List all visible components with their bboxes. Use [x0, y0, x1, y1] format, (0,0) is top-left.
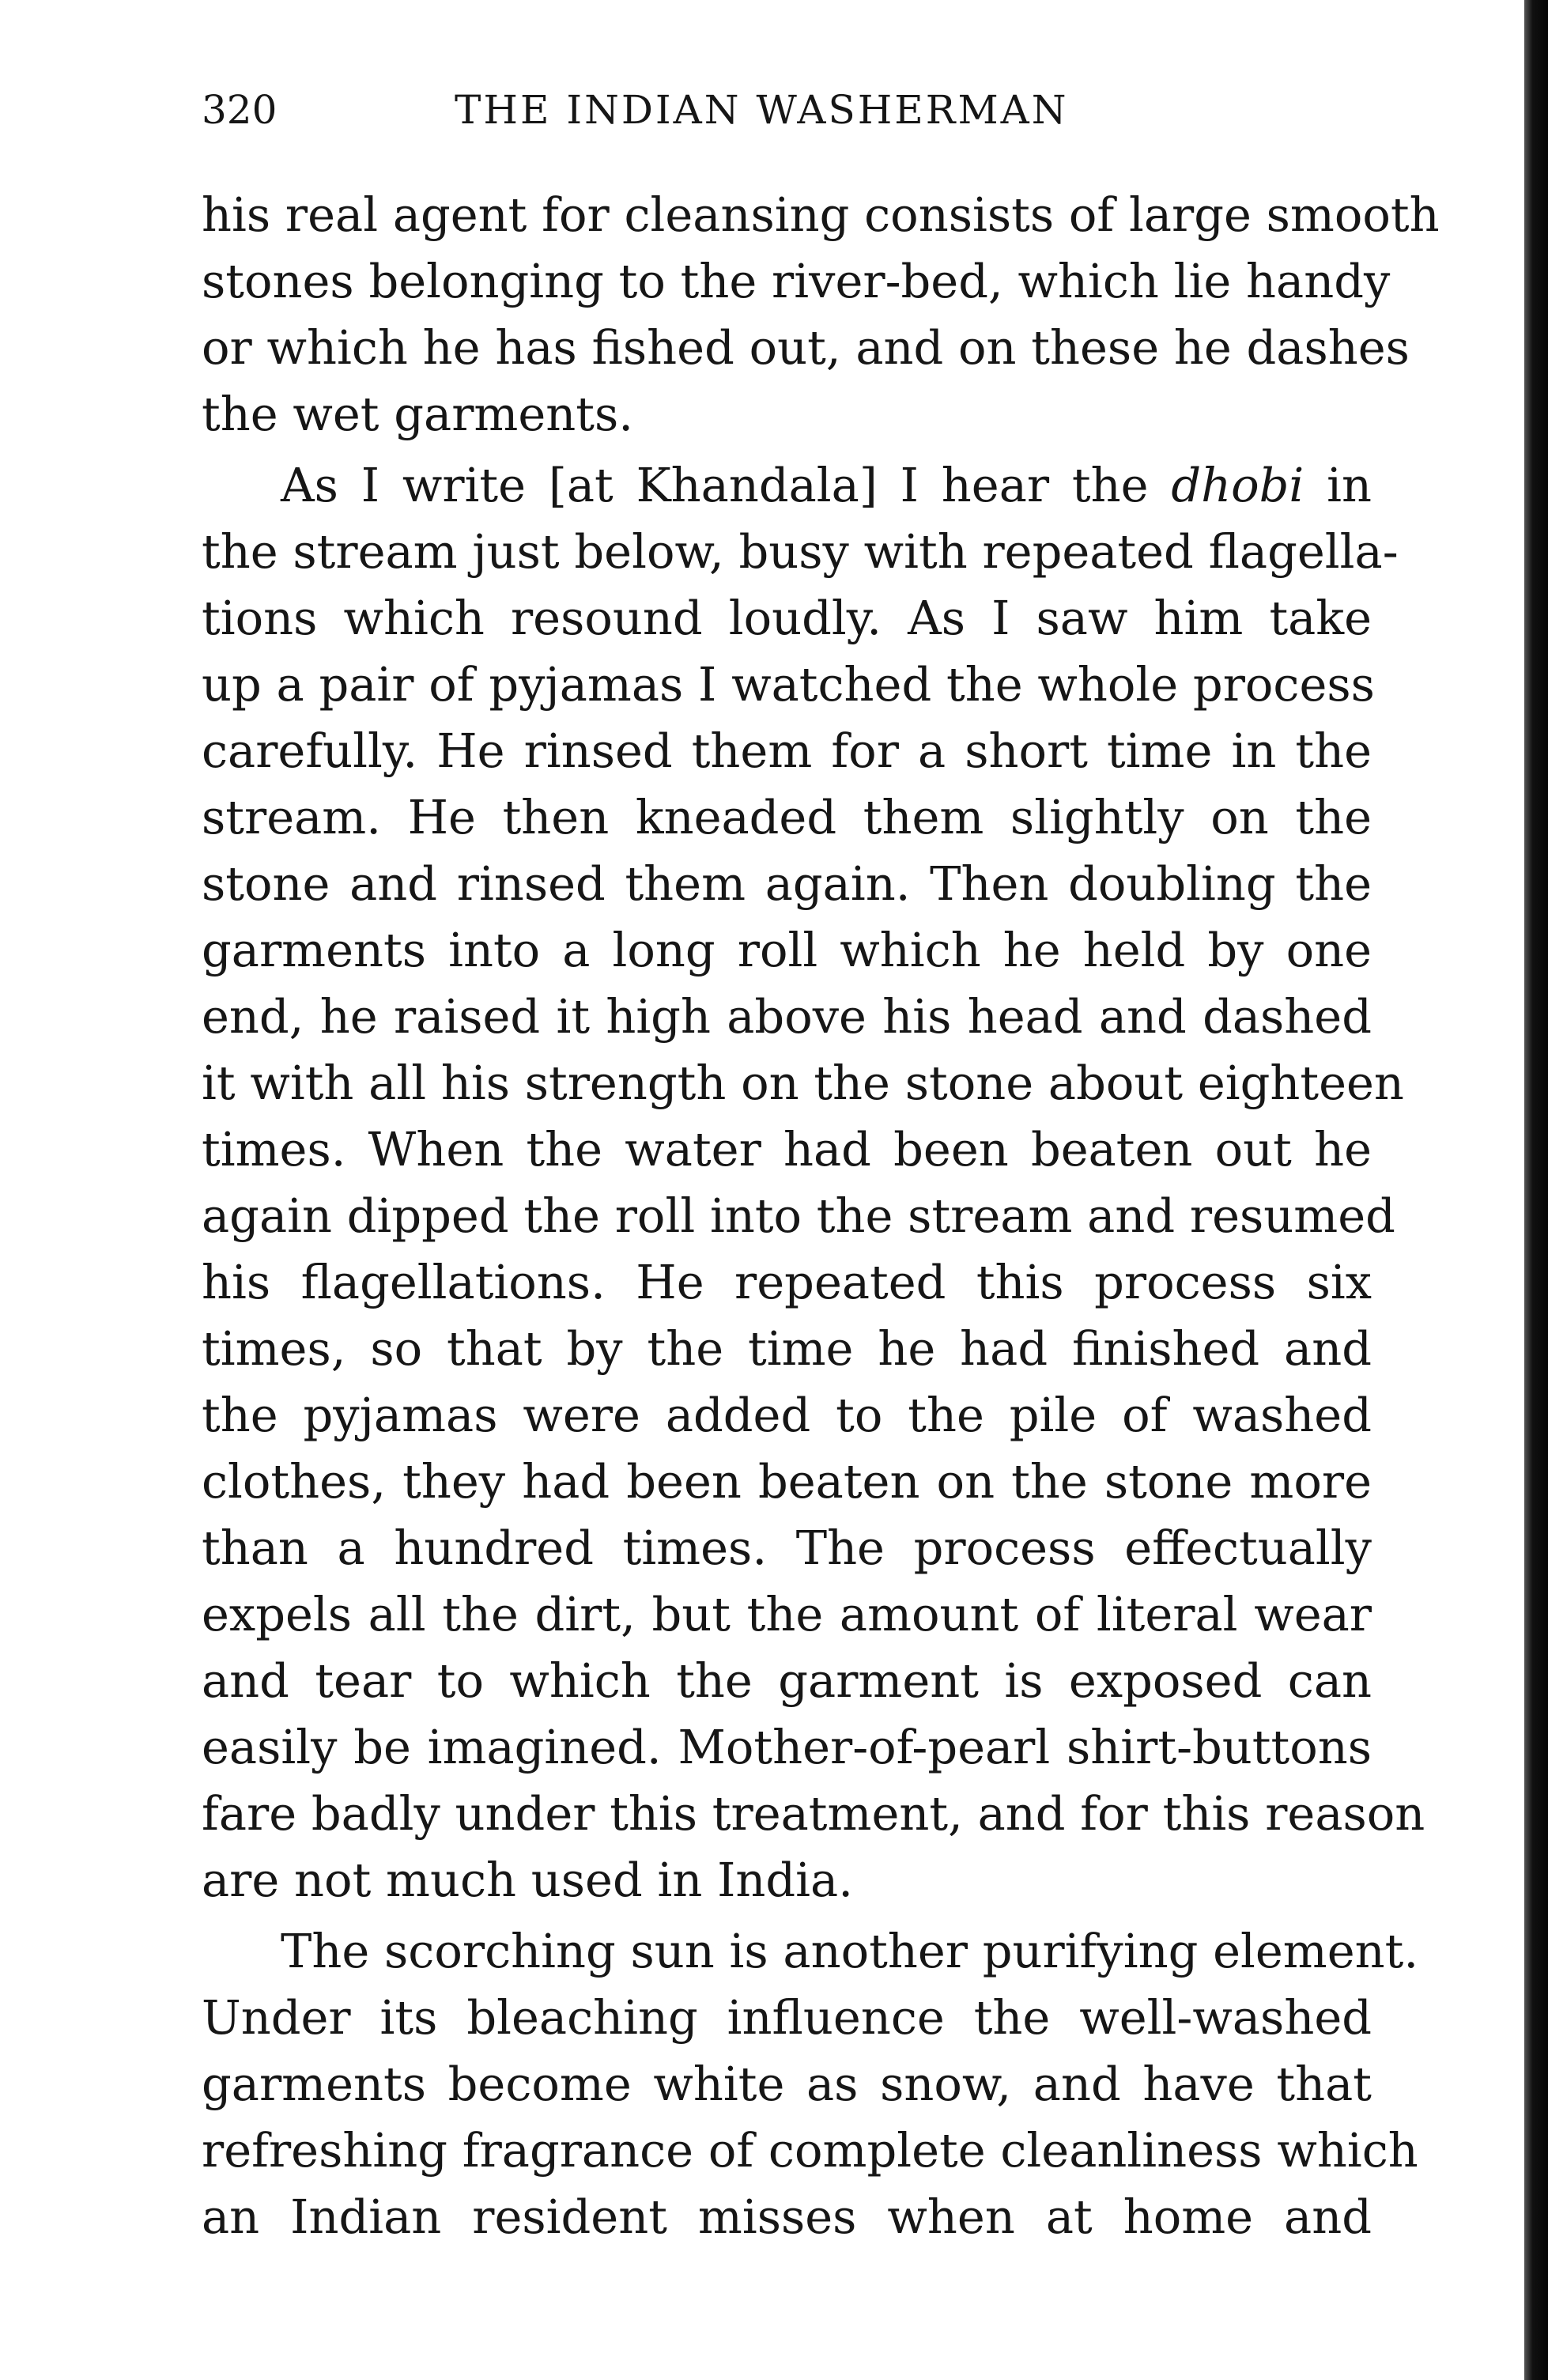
text-line: up a pair of pyjamas I watched the whole process	[202, 657, 1375, 712]
text-line: are not much used in India.	[202, 1853, 853, 1907]
page-header	[202, 87, 1372, 150]
text-line: end, he raised it high above his head and dashed	[202, 989, 1372, 1044]
text-line: his flagellations. He repeated this process six	[202, 1255, 1372, 1309]
running-title: THE INDIAN WASHERMAN	[455, 87, 1069, 133]
text-line: again dipped the roll into the stream and resumed	[202, 1188, 1395, 1243]
italic-term: dhobi	[1171, 458, 1304, 512]
text-line: carefully. He rinsed them for a short time in the	[202, 723, 1372, 778]
text-line: stones belonging to the river-bed, which lie handy	[202, 254, 1391, 308]
text-line: garments into a long roll which he held by one	[202, 923, 1372, 977]
text-line: the pyjamas were added to the pile of washed	[202, 1388, 1372, 1442]
text-line: the stream just below, busy with repeated flagella-	[202, 524, 1399, 579]
body-text	[202, 182, 1440, 2250]
text-line: Under its bleaching influence the well-washed	[202, 1990, 1372, 2045]
page-number: 320	[202, 87, 278, 133]
paragraph-3	[202, 1918, 1419, 2250]
text-line: stream. He then kneaded them slightly on the	[202, 790, 1372, 844]
text-line: stone and rinsed them again. Then doubling the	[202, 856, 1372, 911]
text-line: an Indian resident misses when at home and	[202, 2189, 1372, 2244]
text-line: his real agent for cleansing consists of large smooth	[202, 187, 1440, 242]
text-line: or which he has fished out, and on these he dashes	[202, 320, 1410, 375]
text-line: refreshing fragrance of complete cleanliness which	[202, 2123, 1418, 2178]
text-line: The scorching sun is another purifying element.	[281, 1924, 1419, 1978]
text-line: it with all his strength on the stone about eighteen	[202, 1056, 1404, 1110]
paragraph-1	[202, 182, 1440, 448]
paragraph-2	[202, 452, 1425, 1913]
text-line: times. When the water had been beaten out he	[202, 1122, 1372, 1177]
text-line: times, so that by the time he had finished and	[202, 1321, 1372, 1376]
text-line: As I write [at Khandala] I hear the dhobi in	[281, 458, 1372, 512]
text-line: garments become white as snow, and have that	[202, 2057, 1372, 2111]
text-line: expels all the dirt, but the amount of literal wear	[202, 1587, 1372, 1641]
text-line: the wet garments.	[202, 387, 634, 441]
text-line: and tear to which the garment is exposed can	[202, 1653, 1372, 1708]
text-line: clothes, they had been beaten on the stone more	[202, 1454, 1372, 1509]
text-line: easily be imagined. Mother-of-pearl shirt-buttons	[202, 1720, 1372, 1774]
text-line: tions which resound loudly. As I saw him take	[202, 591, 1372, 645]
binding-edge	[1524, 0, 1548, 2380]
text-line: fare badly under this treatment, and for this reason	[202, 1786, 1425, 1841]
text-line: than a hundred times. The process effectually	[202, 1521, 1372, 1575]
